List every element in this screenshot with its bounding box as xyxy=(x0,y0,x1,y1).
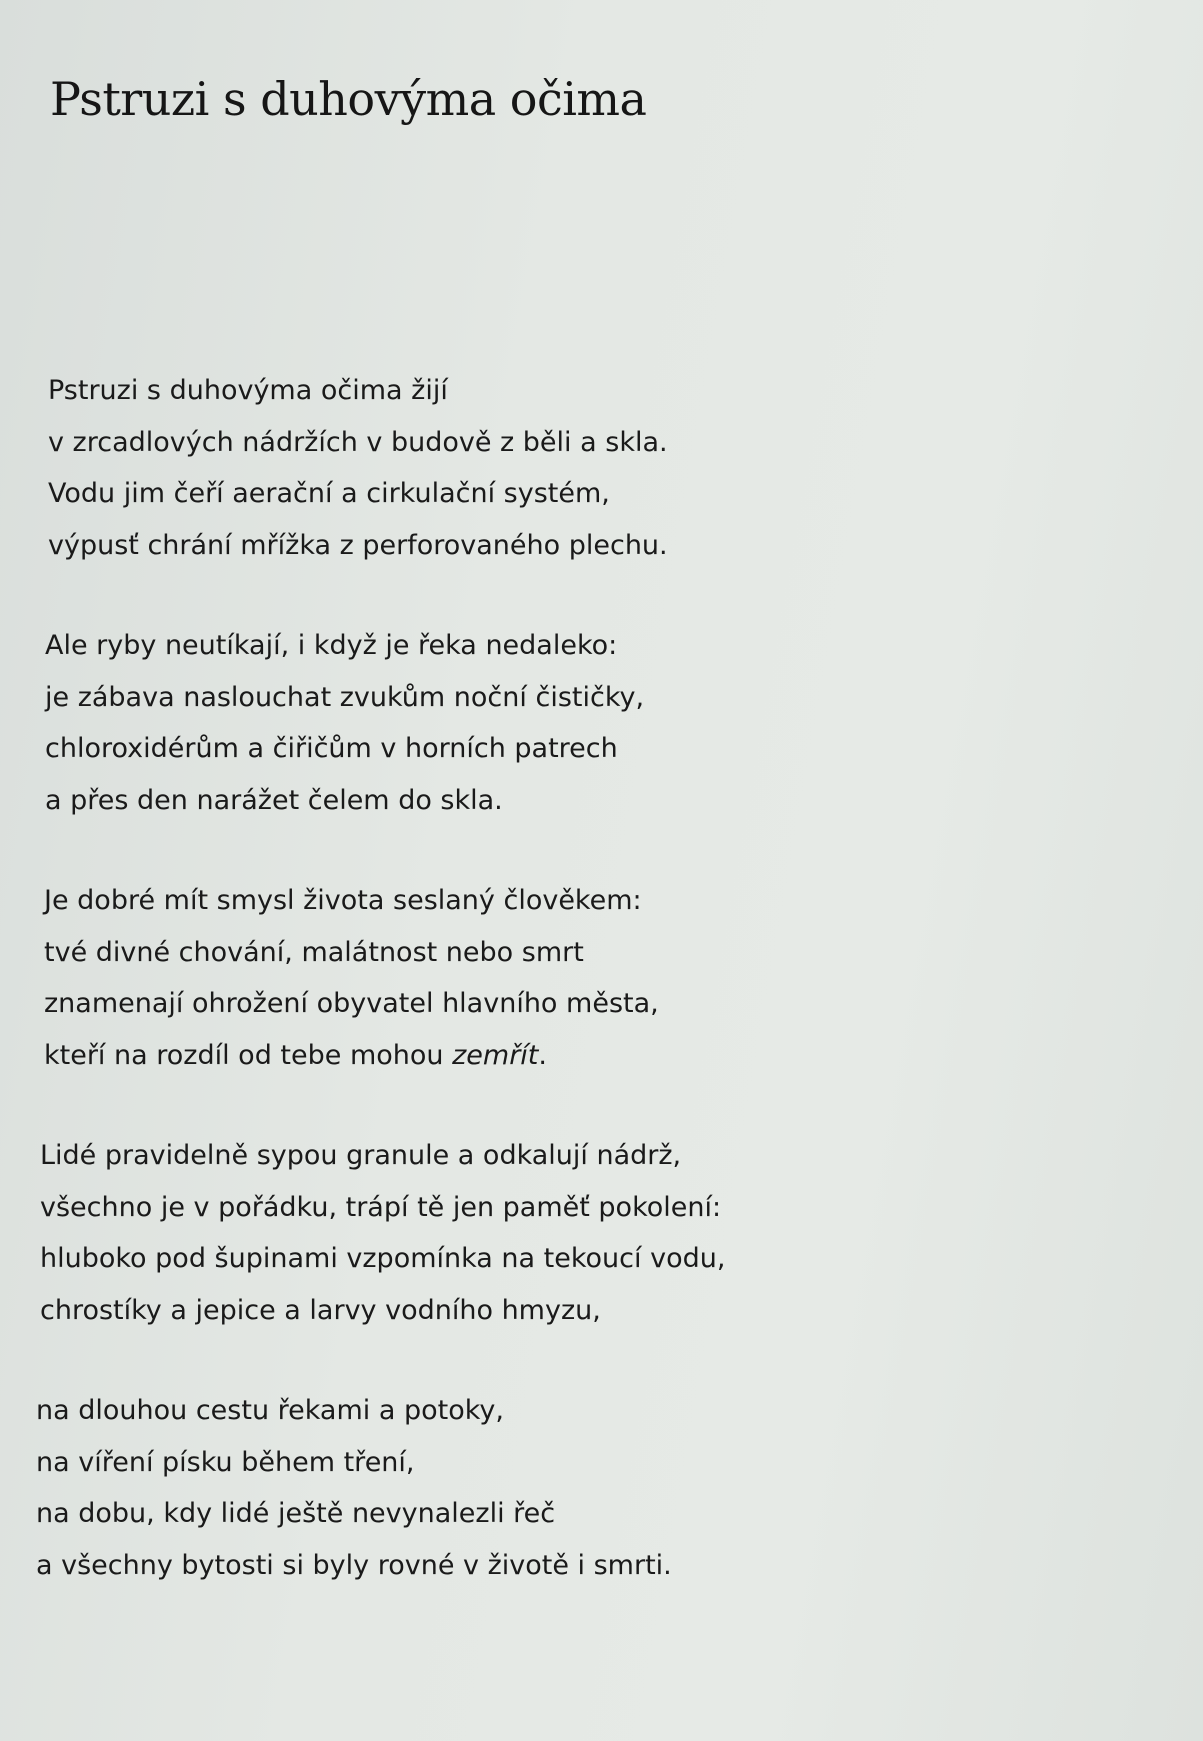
poem-title: Pstruzi s duhovýma očima xyxy=(50,72,647,126)
poem-line: Pstruzi s duhovýma očima žijí xyxy=(48,375,448,406)
poem-line: a všechny bytosti si byly rovné v životě i smrti. xyxy=(36,1549,672,1581)
poem-line: výpusť chrání mřížka z perforovaného plechu. xyxy=(48,529,668,561)
poem-line: chrostíky a jepice a larvy vodního hmyzu, xyxy=(40,1294,601,1326)
poem-line: na dlouhou cestu řekami a potoky, xyxy=(36,1395,504,1426)
emphasized-word: zemřít xyxy=(452,1039,539,1071)
poem-line: všechno je v pořádku, trápí tě jen paměť pokolení: xyxy=(40,1191,722,1223)
poem-line: Lidé pravidelně sypou granule a odkalují nádrž, xyxy=(40,1140,682,1171)
poem-line: Je dobré mít smysl života seslaný člověkem: xyxy=(44,885,642,916)
line-punctuation: . xyxy=(538,1039,547,1071)
stanza xyxy=(40,1130,856,1336)
poem-body xyxy=(36,365,856,1640)
poem-line: Ale ryby neutíkají, i když je řeka nedaleko: xyxy=(45,630,618,661)
poem-line: chloroxidérům a čiřičům v horních patrech xyxy=(45,733,618,764)
poem-line: hluboko pod šupinami vzpomínka na tekoucí vodu, xyxy=(40,1243,726,1274)
stanza xyxy=(48,365,856,571)
poem-line: v zrcadlových nádržích v budově z běli a skla. xyxy=(48,426,668,458)
stanza xyxy=(45,620,856,826)
stanza xyxy=(36,1385,856,1591)
poem-line: na víření písku během tření, xyxy=(36,1446,415,1478)
stanza xyxy=(44,875,856,1081)
poem-line xyxy=(44,1030,856,1082)
poem-line: a přes den narážet čelem do skla. xyxy=(45,784,503,816)
poem-line: je zábava naslouchat zvukům noční čističky, xyxy=(45,681,645,713)
poem-line: tvé divné chování, malátnost nebo smrt xyxy=(44,936,584,968)
poem-line: Vodu jim čeří aerační a cirkulační systém, xyxy=(48,478,610,509)
poem-line: znamenají ohrožení obyvatel hlavního města, xyxy=(44,988,659,1019)
poem-line: na dobu, kdy lidé ještě nevynalezli řeč xyxy=(36,1498,556,1529)
line-text: kteří na rozdíl od tebe mohou xyxy=(44,1039,453,1071)
